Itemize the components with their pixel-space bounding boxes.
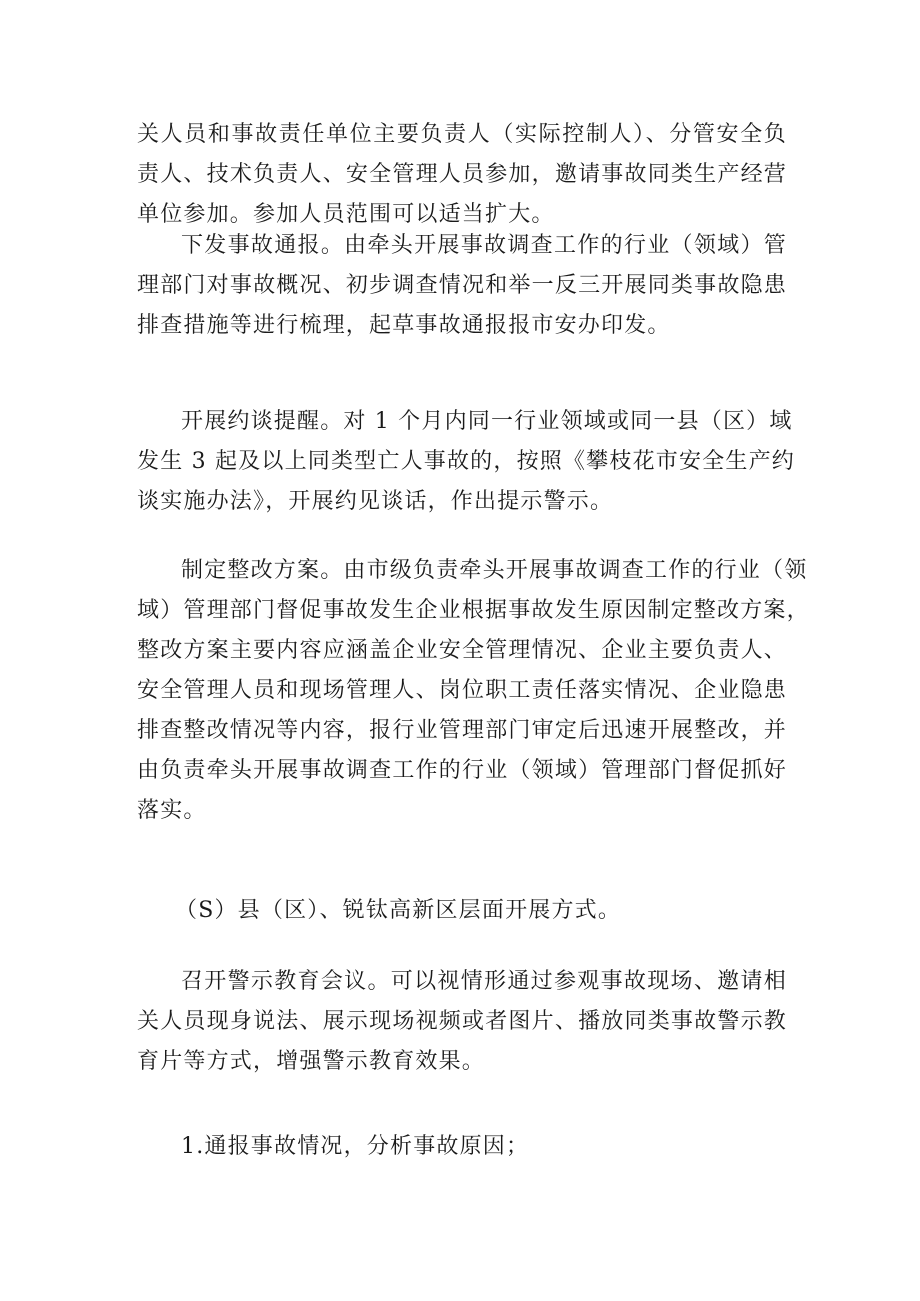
text-line: 落实。 — [137, 798, 207, 823]
text-line: 开展约谈提醒。对 1 个月内同一行业领域或同一县（区）域 — [181, 409, 793, 434]
text-line: 制定整改方案。由市级负责牵头开展事故调查工作的行业（领 — [181, 558, 808, 583]
paragraph-list-item-1 — [137, 1127, 787, 1167]
text-line: 整改方案主要内容应涵盖企业安全管理情况、企业主要负责人、 — [137, 638, 787, 663]
text-line: 召开警示教育会议。可以视情形通过参观事故现场、邀请相 — [181, 969, 787, 994]
text-line: 域）管理部门督促事故发生企业根据事故发生原因制定整改方案， — [137, 598, 810, 623]
text-line: 由负责牵头开展事故调查工作的行业（领域）管理部门督促抓好 — [137, 758, 787, 783]
paragraph-warning-meeting — [137, 962, 787, 1082]
text-line: 发生 3 起及以上同类型亡人事故的，按照《攀枝花市安全生产约 — [137, 449, 795, 474]
text-line: 下发事故通报。由牵头开展事故调查工作的行业（领域）管 — [181, 233, 787, 258]
text-line: 排查措施等进行梳理，起草事故通报报市安办印发。 — [137, 313, 671, 338]
paragraph-participants — [137, 115, 787, 235]
text-line: 排查整改情况等内容，报行业管理部门审定后迅速开展整改，并 — [137, 718, 787, 743]
paragraph-interview-reminder — [137, 402, 795, 522]
text-line: 责人、技术负责人、安全管理人员参加，邀请事故同类生产经营 — [137, 162, 787, 187]
paragraph-rectification-plan — [137, 551, 810, 831]
text-line: 关人员和事故责任单位主要负责人（实际控制人）、分管安全负 — [137, 122, 787, 147]
text-line: 关人员现身说法、展示现场视频或者图片、播放同类事故警示教 — [137, 1009, 787, 1034]
paragraph-issue-notice — [137, 226, 787, 346]
text-line: 谈实施办法》，开展约见谈话，作出提示警示。 — [137, 489, 614, 514]
text-line: 育片等方式，增强警示教育效果。 — [137, 1049, 486, 1074]
text-line: 单位参加。参加人员范围可以适当扩大。 — [137, 202, 555, 227]
text-line: 1.通报事故情况，分析事故原因； — [181, 1134, 530, 1159]
text-line: 理部门对事故概况、初步调查情况和举一反三开展同类事故隐患 — [137, 273, 787, 298]
text-line: 安全管理人员和现场管理人、岗位职工责任落实情况、企业隐患 — [137, 678, 787, 703]
section-heading: （S）县（区）、锐钛高新区层面开展方式。 — [175, 898, 622, 923]
